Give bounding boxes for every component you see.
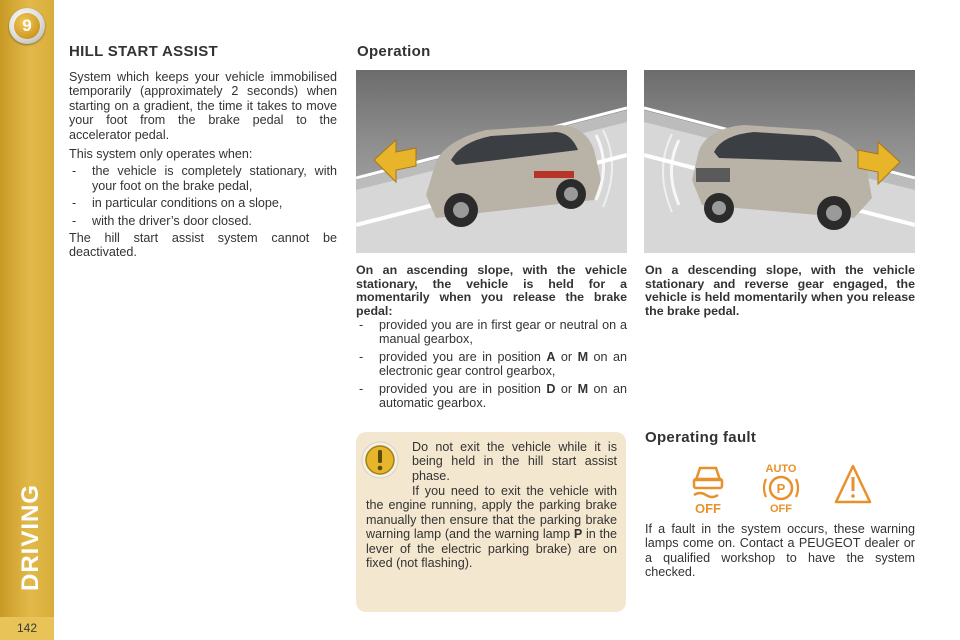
conditions-intro: This system only operates when:	[69, 147, 253, 162]
parking-lamp-key: P	[573, 527, 583, 542]
list-item: - the vehicle is completely stationary, with your foot on the brake pedal,	[69, 164, 337, 193]
auto-parking-brake-off-icon	[764, 463, 798, 514]
gear-position-m: M	[577, 349, 589, 364]
esp-off-label: OFF	[695, 501, 721, 514]
conditions-list	[69, 164, 337, 228]
fault-lamps	[686, 462, 876, 519]
gear-position-m: M	[577, 381, 589, 396]
warning-text-top: Do not exit the vehicle while it is being held in the hill start assist phase.	[412, 440, 617, 483]
gear-position-d: D	[546, 381, 556, 396]
deactivation-note: The hill start assist system cannot be deactivated.	[69, 231, 337, 260]
warning-text-bottom: If you need to exit the vehicle with the engine running, apply the parking brake manually then ensure that the parking brake warning lamp (and the warning lamp P in the lever of the electric parking brake) are on fixed (not flashing).	[366, 484, 617, 571]
section-title	[8, 455, 48, 595]
list-item: - provided you are in first gear or neutral on a manual gearbox,	[356, 318, 627, 347]
hill-start-body	[69, 70, 337, 260]
chapter-badge	[9, 8, 45, 44]
gear-position-a: A	[546, 349, 556, 364]
ascending-list	[356, 318, 627, 410]
list-item: - with the driver’s door closed.	[69, 214, 337, 228]
hill-start-intro: System which keeps your vehicle immobilised temporarily (approximately 2 seconds) when starting on a gradient, the time it takes to move your foot from the brake pedal to the accelerator pedal.	[69, 70, 337, 142]
list-item: - provided you are in position A or M on an electronic gear control gearbox,	[356, 350, 627, 379]
esp-off-icon	[694, 468, 722, 514]
descending-slope-photo	[644, 70, 915, 253]
warning-exclamation-icon	[360, 440, 400, 480]
chapter-number: 9	[14, 13, 40, 39]
fault-description: If a fault in the system occurs, these warning lamps come on. Contact a PEUGEOT dealer or a qualified workshop to have the system checked.	[645, 522, 915, 580]
descending-heading: On a descending slope, with the vehicle stationary and reverse gear engaged, the vehicle is held momentarily when you release the brake pedal.	[645, 263, 915, 318]
ascending-heading: On an ascending slope, with the vehicle stationary, the vehicle is held for a momentarily when you release the brake pedal:	[356, 263, 627, 318]
auto-off-label: OFF	[770, 503, 792, 514]
parking-letter: P	[776, 481, 786, 496]
auto-label: AUTO	[765, 463, 797, 475]
hill-start-title: HILL START ASSIST	[69, 43, 218, 60]
warning-triangle-icon	[836, 466, 870, 502]
list-item: - provided you are in position D or M on an automatic gearbox.	[356, 382, 627, 411]
operating-fault-title: Operating fault	[645, 429, 757, 446]
list-item: - in particular conditions on a slope,	[69, 196, 337, 210]
page-number: 142	[0, 617, 54, 640]
ascending-conditions	[356, 318, 627, 413]
ascending-slope-photo	[356, 70, 627, 253]
operation-title: Operation	[357, 43, 431, 60]
section-title-text: DRIVING	[17, 483, 44, 591]
